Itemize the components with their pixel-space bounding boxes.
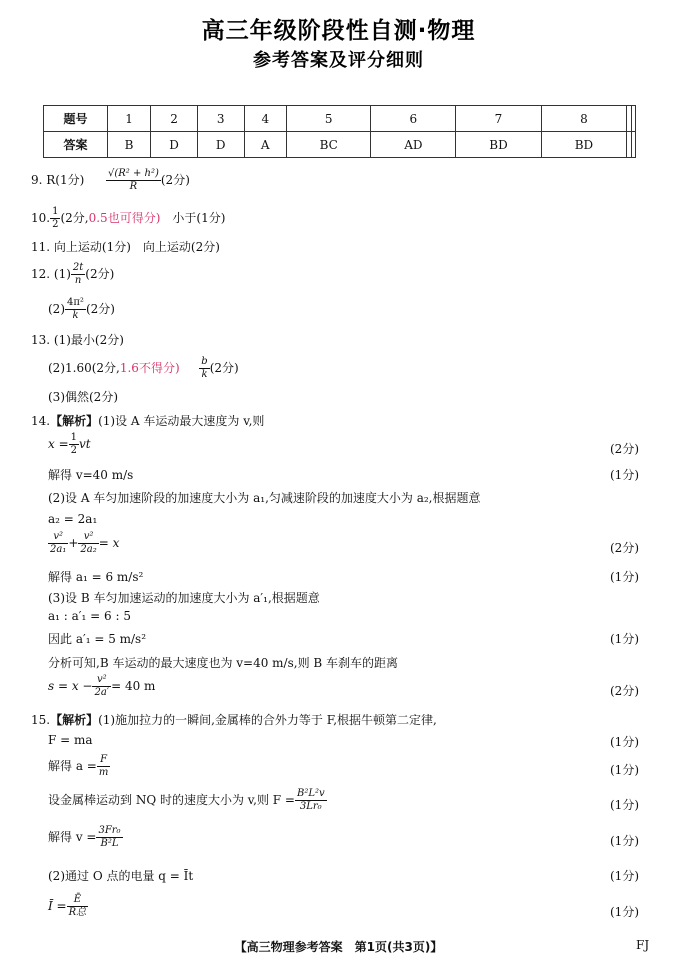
q14-line11: 分析可知,B 车运动的最大速度也为 v=40 m/s,则 B 车刹车的距离 xyxy=(48,656,399,670)
q13-score: (2分) xyxy=(209,361,239,375)
q14-eq1-fraction xyxy=(69,432,79,457)
q15-score6: (1分) xyxy=(610,905,639,919)
q15-eq4-num: Ē xyxy=(67,894,89,907)
q14-eq2-den1: 2a₁ xyxy=(50,544,67,555)
answer-q15-header: 15.【解析】(1)施加拉力的一瞬间,金属棒的合外力等于 F,根据牛顿第二定律, xyxy=(31,713,437,727)
q15-score1: (1分) xyxy=(610,735,639,749)
answer-table xyxy=(43,105,636,158)
q15-score3: (1分) xyxy=(610,798,639,812)
q14-score2: (1分) xyxy=(610,468,639,482)
answer-q13-2 xyxy=(48,356,239,381)
table-cell: AD xyxy=(371,132,456,158)
table-cell: 8 xyxy=(541,106,626,132)
table-cell: BC xyxy=(287,132,371,158)
answer-q10 xyxy=(31,206,225,231)
q15-line6: (2)通过 O 点的电量 q = Īt xyxy=(48,869,194,883)
q14-score3: (2分) xyxy=(610,541,639,555)
q14-eq3-den: 2a′ xyxy=(94,687,110,698)
q10-note: 0.5也可得分) xyxy=(88,211,161,225)
q14-eq1-den: 2 xyxy=(70,445,78,456)
q14-line3: 解得 v=40 m/s xyxy=(48,468,134,482)
q9-denominator: R xyxy=(129,181,138,192)
answer-q13-3: (3)偶然(2分) xyxy=(48,390,118,404)
answer-q14-header: 14.【解析】(1)设 A 车运动最大速度为 v,则 xyxy=(31,414,265,428)
page-footer: 【高三物理参考答案 第1页(共3页)】 xyxy=(234,940,443,954)
page-title: 高三年级阶段性自测·物理 xyxy=(201,18,476,44)
q12-score2: (2分) xyxy=(85,302,115,316)
q10-denominator: 2 xyxy=(52,219,59,230)
q10-score: (2分, xyxy=(60,211,89,225)
table-cell xyxy=(631,132,635,158)
q15-eq2-fraction xyxy=(295,788,327,813)
q12-den2: k xyxy=(72,310,79,321)
answer-q12-2 xyxy=(48,297,115,322)
table-cell: B xyxy=(108,132,151,158)
q14-eq2-den2: 2a₂ xyxy=(80,544,97,555)
q12-fraction2 xyxy=(65,297,86,322)
answer-q9 xyxy=(31,168,190,193)
table-cell: 3 xyxy=(197,106,244,132)
table-cell: D xyxy=(151,132,198,158)
q14-eq2-plus: + xyxy=(68,536,79,550)
q15-eq4 xyxy=(48,894,88,919)
table-cell: 7 xyxy=(456,106,541,132)
q14-eq1-lhs: x = xyxy=(48,437,69,451)
q15-eq2 xyxy=(48,788,327,813)
q10-fraction xyxy=(50,206,60,231)
q15-eq2-den: 3Lr₀ xyxy=(299,801,322,812)
q10-numerator: 1 xyxy=(52,206,59,217)
row-label-number: 题号 xyxy=(44,106,108,132)
q14-eq2 xyxy=(48,531,119,556)
q15-score2: (1分) xyxy=(610,763,639,777)
table-cell: BD xyxy=(541,132,626,158)
q15-score4: (1分) xyxy=(610,834,639,848)
q14-eq1-rhs: vt xyxy=(79,437,91,451)
table-cell: BD xyxy=(456,132,541,158)
q12-label2: (2) xyxy=(48,302,65,316)
q14-eq2-num1: v² xyxy=(48,531,68,544)
q14-line1: (1)设 A 车运动最大速度为 v,则 xyxy=(98,414,265,428)
table-cell: 5 xyxy=(287,106,371,132)
q14-score5: (1分) xyxy=(610,632,639,646)
table-cell: A xyxy=(244,132,286,158)
q12-label1: 12. (1) xyxy=(31,267,71,281)
q14-line9: a₁ : a′₁ = 6 : 5 xyxy=(48,609,131,623)
q14-line8: (3)设 B 车匀加速运动的加速度大小为 a′₁,根据题意 xyxy=(48,591,320,605)
q15-eq1-fraction xyxy=(97,754,110,779)
q10-part2: 小于(1分) xyxy=(172,211,226,225)
q12-score1: (2分) xyxy=(85,267,115,281)
q14-eq3-rhs: = 40 m xyxy=(111,679,156,693)
page-subtitle: 参考答案及评分细则 xyxy=(253,50,424,71)
q12-num1: 2t xyxy=(72,262,84,273)
q12-den1: n xyxy=(74,275,82,286)
answer-q13-1: 13. (1)最小(2分) xyxy=(31,333,124,347)
q14-eq2-num2: v² xyxy=(78,531,98,544)
q12-num2: 4π² xyxy=(67,297,84,308)
q13-part2: (2)1.60(2分, xyxy=(48,361,120,375)
q15-eq3 xyxy=(48,825,123,850)
q15-eq1-num: F xyxy=(97,754,110,767)
q14-eq3-num: v² xyxy=(92,674,111,687)
q14-score4: (1分) xyxy=(610,570,639,584)
q14-eq3-lhs: s = x − xyxy=(48,679,93,693)
q14-line7: 解得 a₁ = 6 m/s² xyxy=(48,570,144,584)
q15-line1: (1)施加拉力的一瞬间,金属棒的合外力等于 F,根据牛顿第二定律, xyxy=(98,713,437,727)
q15-eq3-num: 3Fr₀ xyxy=(98,825,121,836)
q15-score5: (1分) xyxy=(610,869,639,883)
q15-eq1 xyxy=(48,754,110,779)
q13-num: b xyxy=(201,356,208,367)
q14-line10: 因此 a′₁ = 5 m/s² xyxy=(48,632,147,646)
q9-fraction xyxy=(106,168,161,193)
q14-eq1 xyxy=(48,432,91,457)
table-cell xyxy=(631,106,635,132)
table-cell: D xyxy=(197,132,244,158)
q9-score: (2分) xyxy=(160,173,190,187)
q14-line5: a₂ = 2a₁ xyxy=(48,512,98,526)
q13-note: 1.6不得分) xyxy=(119,361,180,375)
q14-eq3 xyxy=(48,674,155,699)
q15-line2: F = ma xyxy=(48,733,93,747)
q15-eq3-den: B²L xyxy=(100,838,119,849)
q9-part1: 9. R(1分) xyxy=(31,173,85,187)
table-cell: 1 xyxy=(108,106,151,132)
q15-eq1-lhs: 解得 a = xyxy=(48,759,97,773)
q14-score6: (2分) xyxy=(610,684,639,698)
q15-eq2-lhs: 设金属棒运动到 NQ 时的速度大小为 v,则 F = xyxy=(48,793,295,807)
table-row-numbers xyxy=(44,106,636,132)
answer-q12-1 xyxy=(31,262,114,287)
q15-eq4-lhs: Ī = xyxy=(48,899,67,913)
q15-tag: 【解析】 xyxy=(50,713,99,727)
q15-eq4-den: R总 xyxy=(68,907,87,918)
table-cell: 4 xyxy=(244,106,286,132)
q13-den: k xyxy=(201,369,208,380)
table-row-answers xyxy=(44,132,636,158)
q14-eq2-frac2 xyxy=(78,531,98,556)
q14-eq2-rhs: = x xyxy=(98,536,120,550)
q14-eq3-fraction xyxy=(92,674,111,699)
q15-eq3-lhs: 解得 v = xyxy=(48,830,97,844)
q15-eq2-num: B²L²v xyxy=(296,788,325,799)
q13-fraction xyxy=(199,356,209,381)
q14-score1: (2分) xyxy=(610,442,639,456)
row-label-answer: 答案 xyxy=(44,132,108,158)
q14-eq1-num: 1 xyxy=(70,432,78,443)
q12-fraction1 xyxy=(71,262,85,287)
footer-code: FJ xyxy=(636,938,650,952)
table-cell: 2 xyxy=(151,106,198,132)
q15-eq1-den: m xyxy=(98,767,109,778)
q10-number: 10. xyxy=(31,211,51,225)
answer-q11: 11. 向上运动(1分) 向上运动(2分) xyxy=(31,240,220,254)
q14-eq2-frac1 xyxy=(48,531,68,556)
table-cell: 6 xyxy=(371,106,456,132)
q15-eq4-fraction xyxy=(67,894,89,919)
q9-numerator: √(R² + h²) xyxy=(107,168,159,179)
q14-tag: 【解析】 xyxy=(50,414,99,428)
q15-eq3-fraction xyxy=(96,825,122,850)
q14-line4: (2)设 A 车匀加速阶段的加速度大小为 a₁,匀减速阶段的加速度大小为 a₂,根据题意 xyxy=(48,491,481,505)
